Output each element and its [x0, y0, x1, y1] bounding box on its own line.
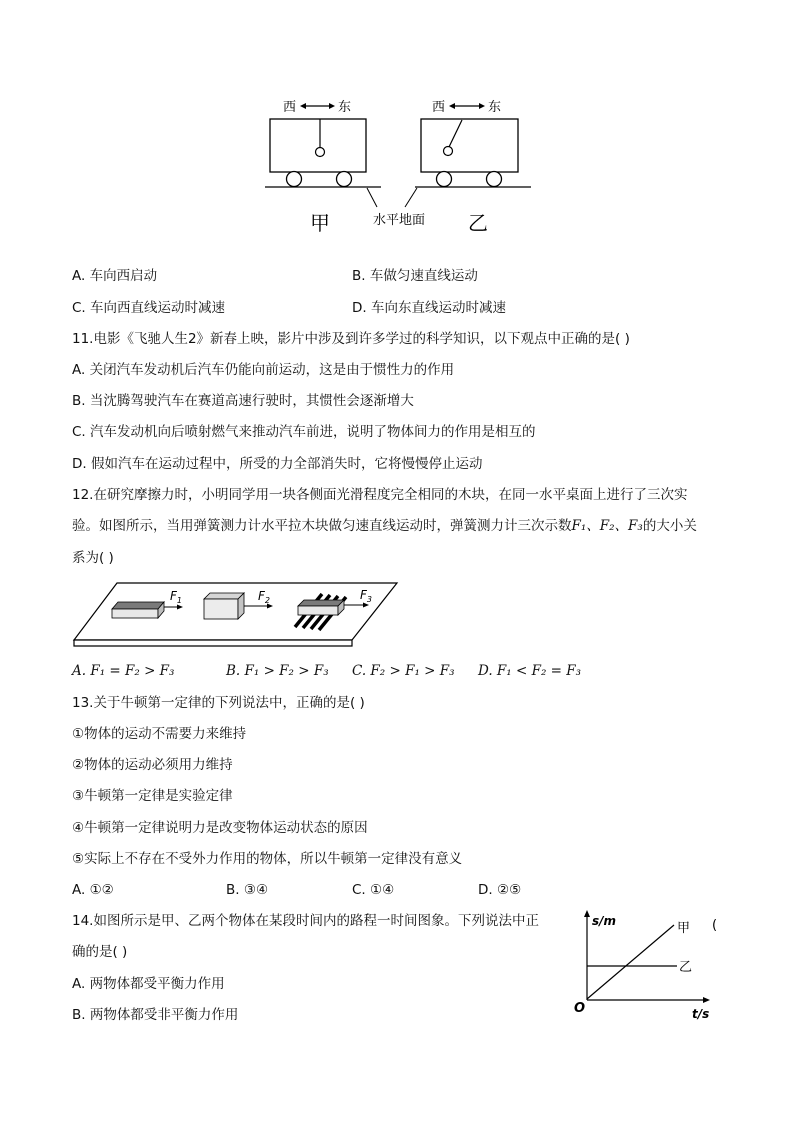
cart1-east-label: 东	[338, 100, 352, 115]
x-axis-label: t/s	[692, 1007, 710, 1021]
cart2-pendulum-string	[449, 120, 462, 147]
cart1-wheel-right	[337, 172, 352, 187]
q13-statement-4: ④牛顿第一定律说明力是改变物体运动状态的原因	[72, 820, 368, 836]
q10-option-c: C. 车向西直线运动时减速	[72, 300, 226, 316]
ground-leader-right	[405, 188, 417, 207]
q12-option-c: C. F₂ > F₁ > F₃	[352, 663, 455, 679]
friction-figure	[72, 580, 402, 650]
ground-caption: 水平地面	[373, 213, 426, 228]
carts-figure	[255, 92, 545, 237]
q13-stem: 13.关于牛顿第一定律的下列说法中，正确的是( )	[72, 695, 365, 711]
table-edge	[74, 640, 352, 646]
origin-label: O	[574, 1001, 586, 1016]
q10-option-b: B. 车做匀速直线运动	[352, 268, 478, 284]
block3-top	[298, 600, 344, 606]
q12-stem-line3: 系为( )	[72, 550, 114, 566]
cart2-arrow-left-head	[449, 103, 455, 109]
cart2-wheel-left	[437, 172, 452, 187]
q11-stem: 11.电影《飞驰人生2》新春上映，影片中涉及到许多学过的科学知识，以下观点中正确的是( )	[72, 331, 630, 347]
st-graph	[570, 908, 722, 1024]
cart1-caption: 甲	[310, 211, 330, 235]
q13-statement-2: ②物体的运动必须用力维持	[72, 757, 233, 773]
block3-front	[298, 606, 338, 615]
cart2-east-label: 东	[488, 100, 502, 115]
cart1-arrow-right-head	[329, 103, 335, 109]
series-yi-label: 乙	[679, 960, 693, 975]
q11-option-c: C. 汽车发动机向后喷射燃气来推动汽车前进，说明了物体间力的作用是相互的	[72, 424, 536, 440]
cart2-body	[421, 119, 518, 172]
q12-option-d: D. F₁ < F₂ = F₃	[478, 663, 582, 679]
f3-label: $F_3$	[360, 588, 372, 604]
cart1-wheel-left	[287, 172, 302, 187]
q11-option-a: A. 关闭汽车发动机后汽车仍能向前运动，这是由于惯性力的作用	[72, 362, 455, 378]
q13-option-a: A. ①②	[72, 882, 114, 898]
q12-option-a: A. F₁ = F₂ > F₃	[72, 663, 175, 679]
q14-stem-line2: 确的是( )	[72, 944, 128, 960]
series-jia-line	[587, 925, 674, 999]
block1-front	[112, 609, 158, 618]
block2-front	[204, 599, 238, 619]
f1-label: $F_1$	[170, 589, 182, 605]
series-jia-label: 甲	[677, 921, 691, 936]
y-axis-arrow	[584, 910, 590, 917]
cart2-caption: 乙	[468, 211, 488, 235]
q12-option-b: B. F₁ > F₂ > F₃	[226, 663, 329, 679]
ground-leader-left	[367, 188, 377, 207]
x-axis-arrow	[703, 997, 710, 1003]
y-axis-label: s/m	[592, 914, 617, 928]
q13-option-b: B. ③④	[226, 882, 269, 898]
cart1-body	[270, 119, 366, 172]
q13-statement-1: ①物体的运动不需要力来维持	[72, 726, 247, 742]
q13-statement-5: ⑤实际上不存在不受外力作用的物体，所以牛顿第一定律没有意义	[72, 851, 463, 867]
q14-option-a: A. 两物体都受平衡力作用	[72, 976, 225, 992]
q12-stem-line2	[72, 517, 697, 535]
q14-option-b: B. 两物体都受非平衡力作用	[72, 1007, 239, 1023]
graph-edge-paren: (	[712, 918, 718, 933]
q11-option-d: D. 假如汽车在运动过程中，所受的力全部消失时，它将慢慢停止运动	[72, 456, 483, 472]
q10-option-d: D. 车向东直线运动时减速	[352, 300, 506, 316]
f2-label: $F_2$	[258, 589, 270, 605]
block2-top	[204, 593, 244, 599]
q13-option-d: D. ②⑤	[478, 882, 522, 898]
cart2-west-label: 西	[432, 100, 446, 115]
q10-option-a: A. 车向西启动	[72, 268, 158, 284]
cart1-pendulum-bob	[316, 148, 325, 157]
cart2-arrow-right-head	[479, 103, 485, 109]
q12-stem-line2-text: 验。如图所示，当用弹簧测力计水平拉木块做匀速直线运动时，弹簧测力计三次示数	[72, 518, 572, 534]
cart2-wheel-right	[487, 172, 502, 187]
q14-stem-line1: 14.如图所示是甲、乙两个物体在某段时间内的路程一时间图象。下列说法中正	[72, 913, 539, 929]
q13-statement-3: ③牛顿第一定律是实验定律	[72, 788, 233, 804]
q12-stem-variables: F₁、F₂、F₃	[571, 518, 643, 534]
q11-option-b: B. 当沈腾驾驶汽车在赛道高速行驶时，其惯性会逐渐增大	[72, 393, 414, 409]
cart1-arrow-left-head	[300, 103, 306, 109]
cart1-west-label: 西	[283, 100, 297, 115]
block1-top	[112, 602, 164, 609]
q12-stem-line1: 12.在研究摩擦力时，小明同学用一块各侧面光滑程度完全相同的木块，在同一水平桌面上进行了三次实	[72, 487, 688, 503]
cart2-pendulum-bob	[444, 147, 453, 156]
q13-option-c: C. ①④	[352, 882, 395, 898]
q12-stem-line2-end: 的大小关	[642, 518, 697, 534]
